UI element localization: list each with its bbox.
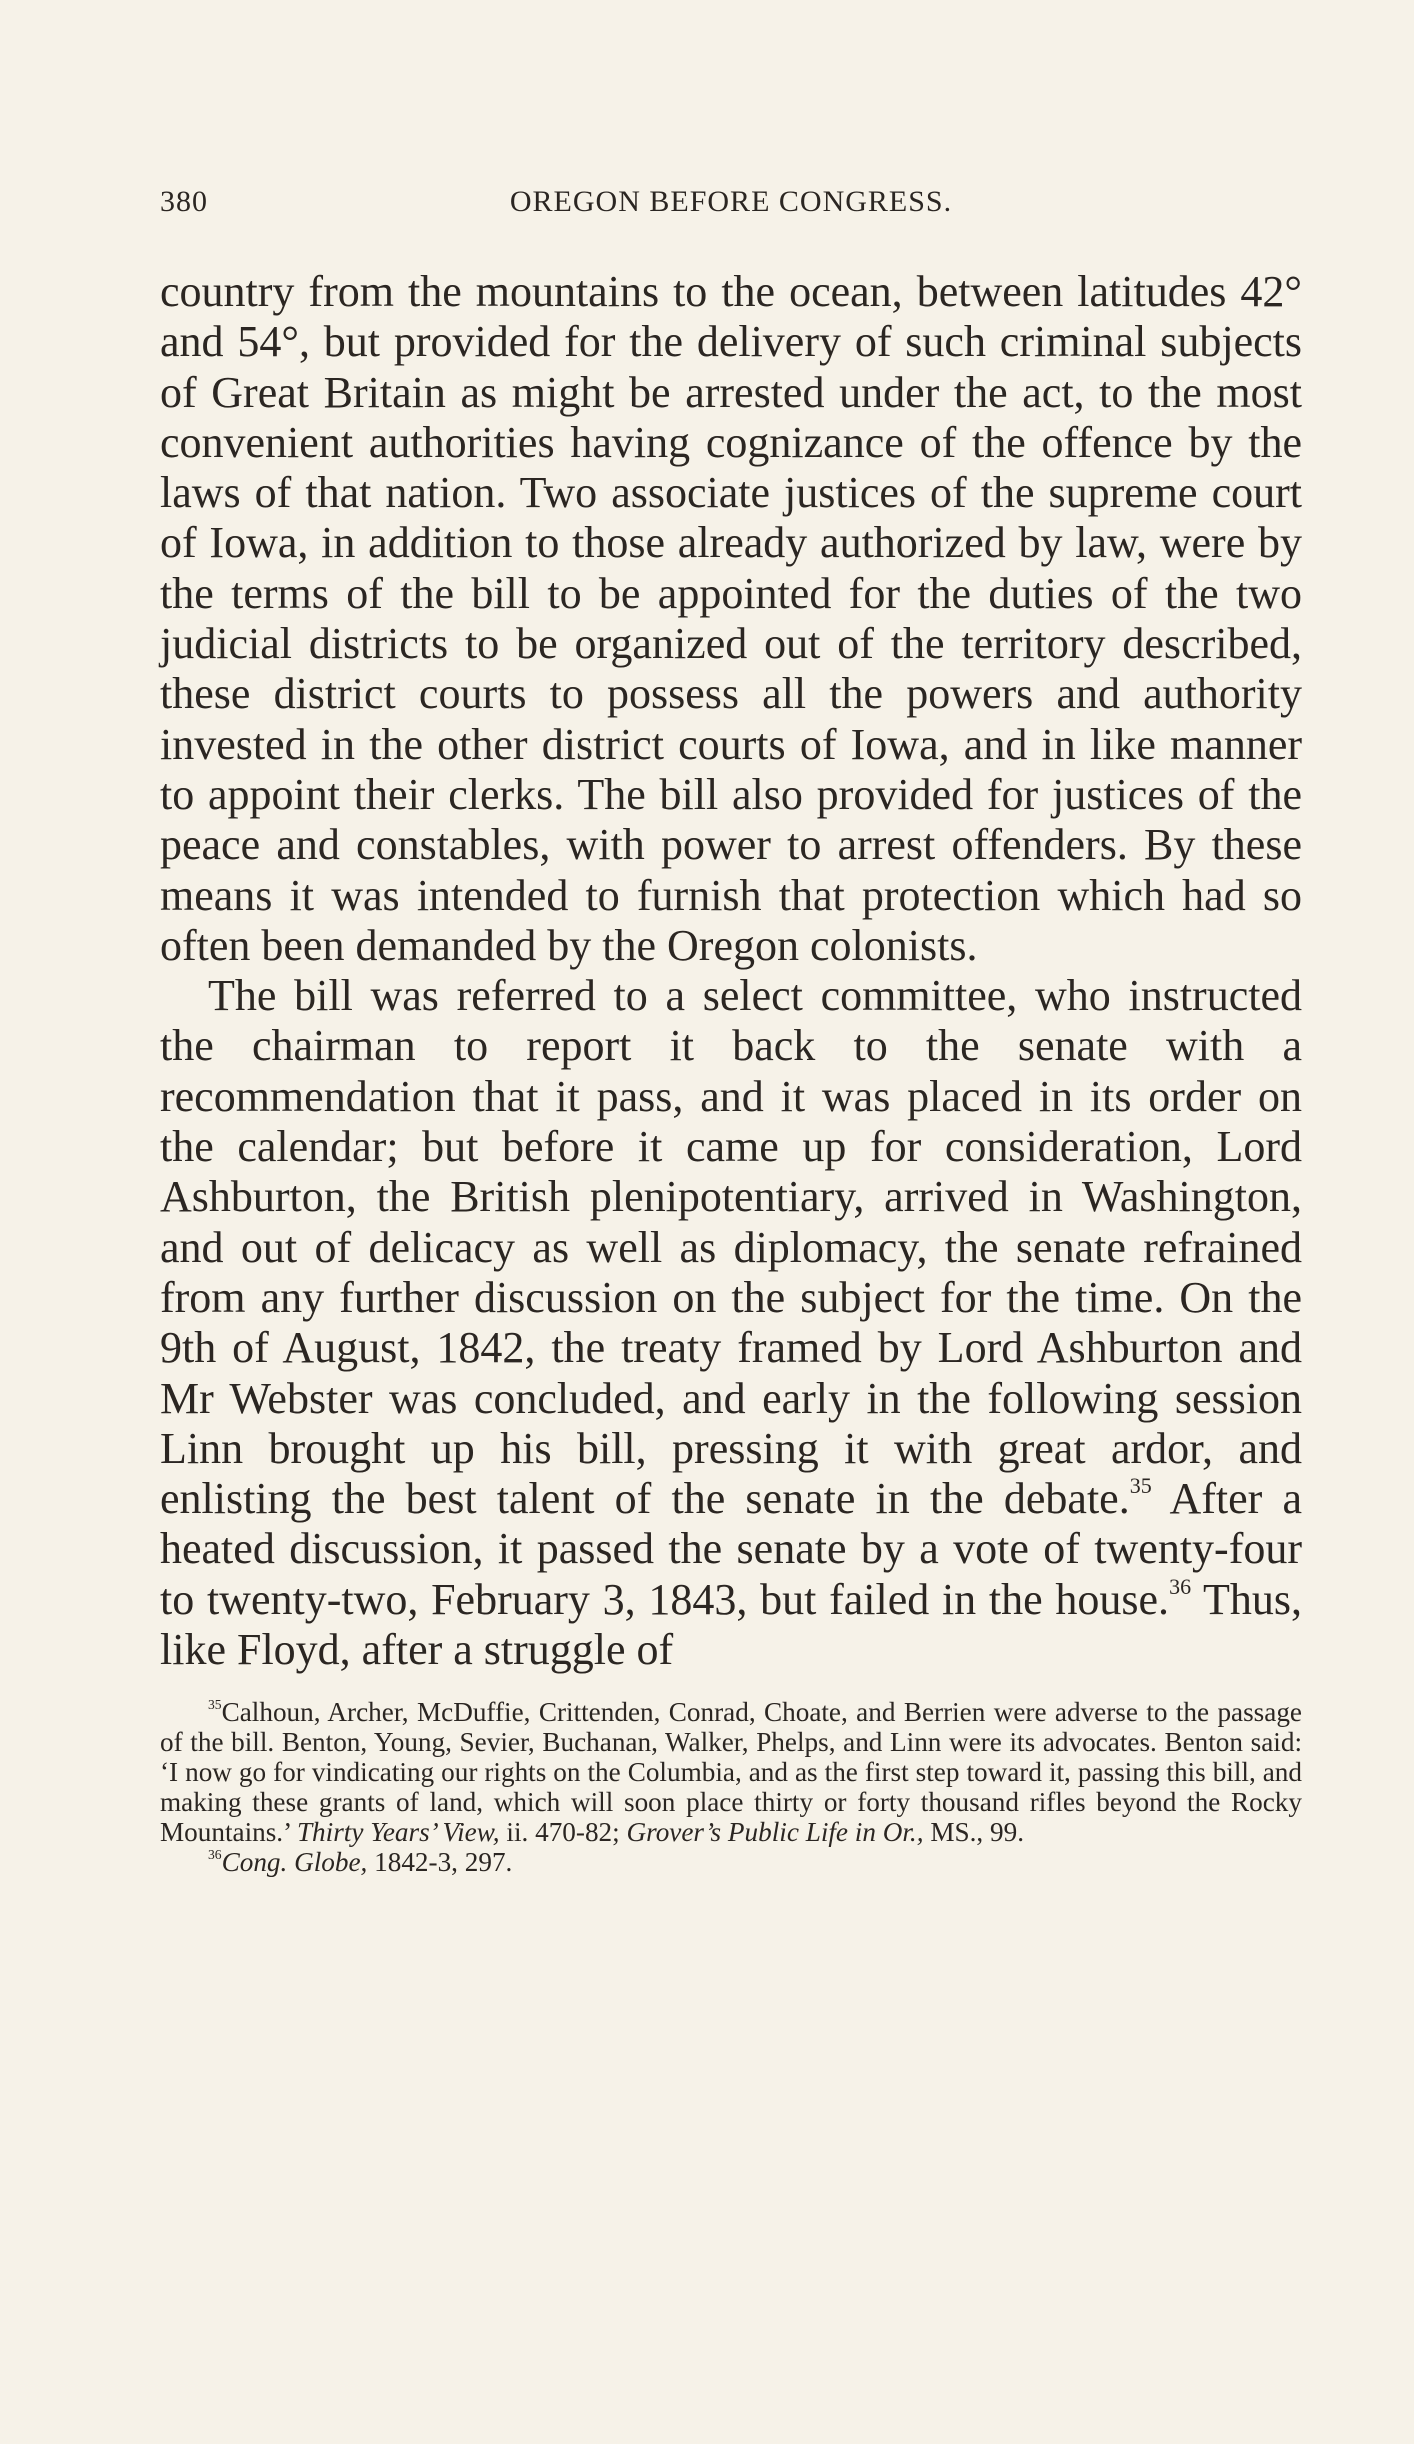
footnote-35-text-a: Calhoun, Archer, McDuffie, Crittenden, Conrad, Choate, and Berrien were adverse to the passage of the bill. Benton, Young, Sevier, Buchanan, Walker, Phelps, and Linn were its advocates. Benton said: ‘I now go for vindicating our rights on the Columbia, and as the first step toward it, passing this bill, and making these grants of land, which will soon place thirty or forty thousand rifles beyond the Rocky Mountains.’ — [160, 1697, 1302, 1848]
footnote-35-number: 35 — [208, 1697, 222, 1713]
footnote-36-source: Cong. Globe, — [221, 1847, 368, 1878]
footnote-ref-36: 36 — [1169, 1573, 1192, 1599]
footnote-36 — [160, 1847, 1302, 1877]
paragraph-2-text-b: After a heated discussion, it passed the senate by a vote of twenty-four to twenty-two, February 3, 1843, but failed in the house. — [160, 1474, 1303, 1624]
paragraph-1: country from the mountains to the ocean, between latitudes 42° and 54°, but provided for the delivery of such criminal subjects of Great Britain as might be arrested under the act, to the most convenient authorities having cognizance of the offence by the laws of that nation. Two associate justices of the supreme court of Iowa, in addition to those already authorized by law, were by the terms of the bill to be appointed for the duties of the two judicial districts to be organized out of the territory described, these district courts to possess all the powers and authority invested in the other district courts of Iowa, and in like manner to appoint their clerks. The bill also provided for justices of the peace and constables, with power to arrest offenders. By these means it was intended to furnish that protection which had so often been demanded by the Oregon colonists. — [160, 267, 1302, 970]
footnote-36-text: 1842-3, 297. — [367, 1847, 513, 1878]
paragraph-2 — [160, 971, 1302, 1675]
footnote-35-source-2: Grover’s Public Life in Or., — [626, 1817, 924, 1848]
footnote-35 — [160, 1697, 1302, 1847]
footnote-35-source-1: Thirty Years’ View, — [296, 1817, 500, 1848]
running-title: OREGON BEFORE CONGRESS. — [509, 185, 953, 218]
footnote-35-text-b: ii. 470-82; — [499, 1817, 627, 1848]
footnote-ref-35: 35 — [1129, 1473, 1152, 1499]
page-header — [160, 185, 1302, 227]
book-page — [160, 185, 1302, 1877]
footnote-36-number: 36 — [208, 1847, 222, 1863]
paragraph-2-text-a: The bill was referred to a select committee, who instructed the chairman to report it back to the senate with a recommendation that it pass, and it was placed in its order on the calendar; but before it came up for consideration, Lord Ashburton, the British plenipotentiary, arrived in Washington, and out of delicacy as well as diplomacy, the senate refrained from any further discussion on the subject for the time. On the 9th of August, 1842, the treaty framed by Lord Ashburton and Mr Webster was concluded, and early in the following session Linn brought up his bill, pressing it with great ardor, and enlisting the best talent of the senate in the debate. — [160, 971, 1302, 1524]
body-text — [160, 267, 1302, 1675]
footnote-35-text-c: MS., 99. — [923, 1817, 1024, 1848]
footnotes — [160, 1697, 1302, 1877]
paragraph-2-text-c: Thus, like Floyd, after a struggle of — [160, 1574, 1302, 1675]
page-number: 380 — [160, 185, 208, 218]
